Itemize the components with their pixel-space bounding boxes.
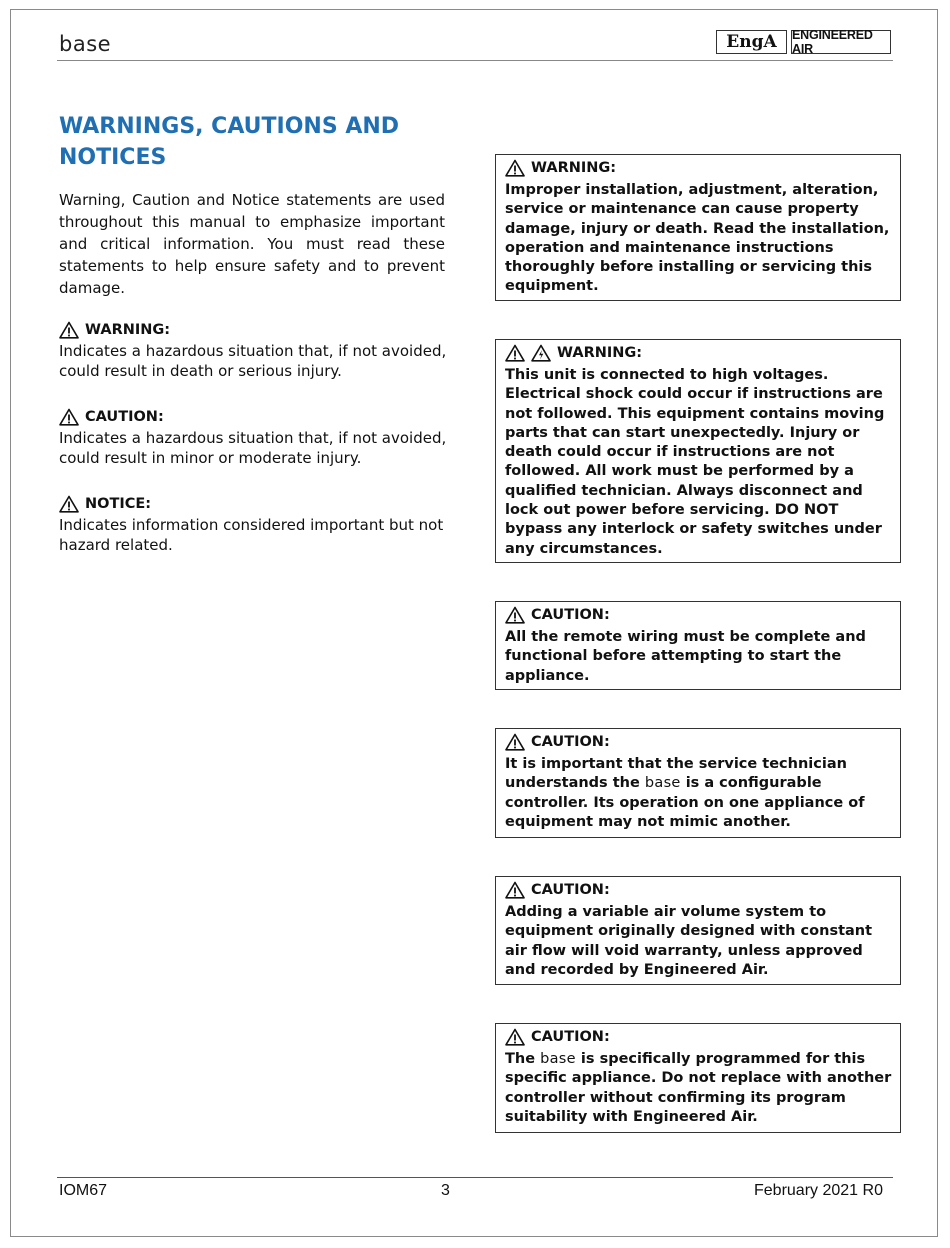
document-id: IOM67 [59, 1182, 108, 1199]
definition-warning [59, 320, 449, 381]
caution-triangle-icon [505, 1028, 525, 1046]
warning-triangle-icon [505, 159, 525, 177]
notice-triangle-icon [59, 495, 79, 513]
warning-triangle-icon [59, 321, 79, 339]
box-text-part: is a configurable controller. Its operation on one appliance of equipment may not mimic another. [505, 775, 865, 830]
warning-box-installation [495, 154, 901, 301]
engineered-air-logo: ENGINEERED AIR [791, 30, 891, 54]
definition-notice [59, 494, 449, 555]
definition-text: Indicates a hazardous situation that, if not avoided, could result in death or serious injury. [59, 342, 447, 380]
caution-box-programmed [495, 1023, 901, 1133]
warning-triangle-icon [505, 344, 525, 362]
box-text [505, 1050, 892, 1127]
revision-date: February 2021 R0 [754, 1182, 883, 1199]
box-label: WARNING: [531, 160, 617, 176]
enga-logo: EngA [716, 30, 787, 54]
box-text: This unit is connected to high voltages. Electrical shock could occur if instructions are not followed. This equipment contains moving parts that can start unexpectedly. Injury or death could occur if instructions are not followed. All work must be performed by a qualified technician. Always disconnect and lock out power before servicing. DO NOT bypass any interlock or safety switches under any circumstances. [505, 367, 885, 557]
caution-box-variable-air [495, 876, 901, 985]
caution-box-configurable [495, 728, 901, 838]
box-text-part: is specifically programmed for this specific appliance. Do not replace with another controller without confirming its program suitability with Engineered Air. [505, 1051, 892, 1125]
box-text-part: The [505, 1051, 541, 1067]
box-text: All the remote wiring must be complete and functional before attempting to start the appliance. [505, 629, 866, 684]
caution-triangle-icon [505, 606, 525, 624]
box-label: CAUTION: [531, 734, 610, 750]
caution-triangle-icon [59, 408, 79, 426]
base-product-name: base [540, 1051, 576, 1067]
box-text-part: It is important that the service technician understands the [505, 756, 847, 792]
definition-text: Indicates information considered important but not hazard related. [59, 516, 444, 554]
electrical-hazard-icon [531, 344, 551, 362]
box-label: WARNING: [557, 345, 643, 361]
section-title: WARNINGS, CAUTIONS AND NOTICES [59, 114, 400, 170]
caution-triangle-icon [505, 733, 525, 751]
warning-box-high-voltage [495, 339, 901, 563]
caution-triangle-icon [505, 881, 525, 899]
definition-caution [59, 407, 449, 468]
page-number: 3 [441, 1182, 450, 1199]
box-label: CAUTION: [531, 607, 610, 623]
definition-label: CAUTION: [85, 409, 164, 425]
footer-divider [57, 1177, 893, 1178]
base-product-name: base [644, 775, 681, 792]
caution-box-remote-wiring [495, 601, 901, 690]
box-text: Adding a variable air volume system to equipment originally designed with constant air flow will void warranty, unless approved and recorded by Engineered Air. [505, 904, 873, 978]
box-text [505, 755, 892, 832]
definition-label: NOTICE: [85, 496, 152, 512]
box-label: CAUTION: [531, 882, 610, 898]
definition-text: Indicates a hazardous situation that, if not avoided, could result in minor or moderate injury. [59, 429, 447, 467]
definition-label: WARNING: [85, 322, 171, 338]
box-label: CAUTION: [531, 1029, 610, 1045]
box-text: Improper installation, adjustment, alteration, service or maintenance can cause property damage, injury or death. Read the installation, operation and maintenance instructions thoroughly before installing or servicing this equipment. [505, 182, 890, 295]
header-divider [57, 60, 893, 61]
intro-paragraph: Warning, Caution and Notice statements are used throughout this manual to emphasize important and critical information. You must read these statements to help ensure safety and to prevent damage. [59, 191, 445, 297]
base-logo: base [59, 32, 112, 56]
